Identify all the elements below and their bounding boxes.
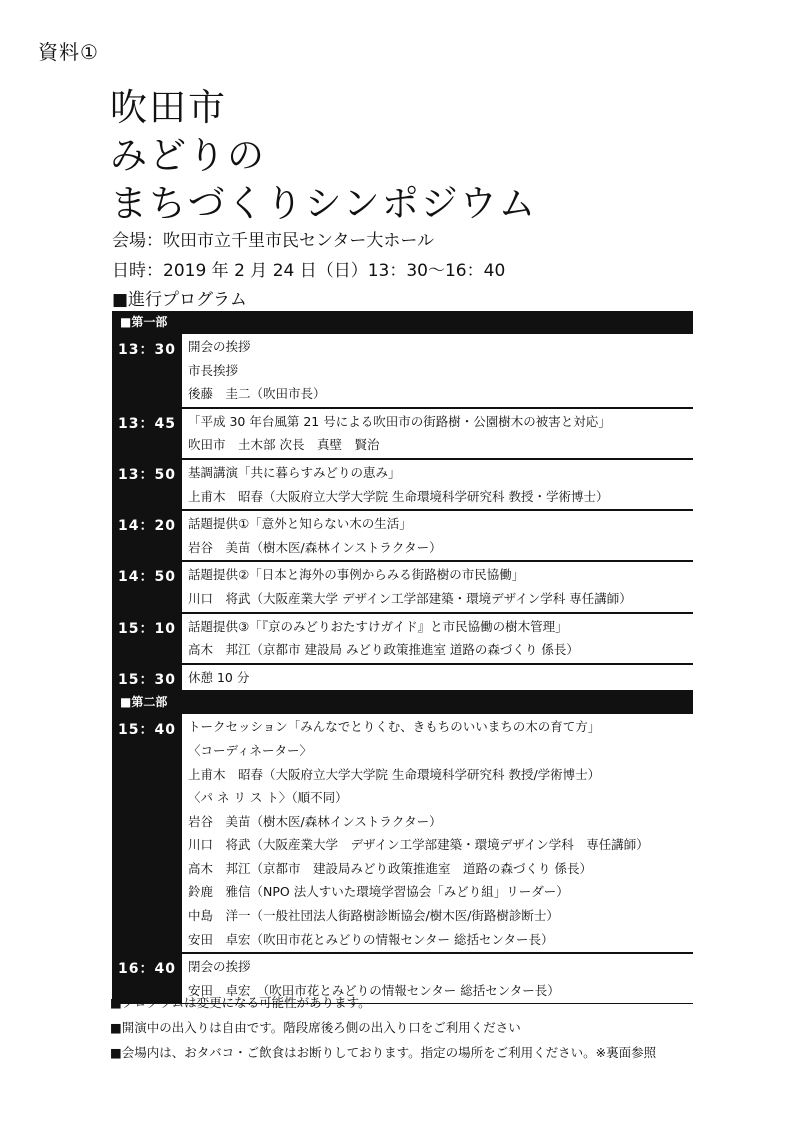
row-content	[182, 613, 693, 663]
row-line: 岩谷 美苗（樹木医/森林インストラクター）	[188, 813, 442, 829]
row-line: 「平成 30 年台風第 21 号による吹田市の街路樹・公園樹木の被害と対応」	[188, 413, 611, 429]
row-line: 鈴鹿 雅信（NPO 法人すいた環境学習協会「みどり組」リーダー）	[188, 884, 569, 900]
row-line: 〈コーディネーター〉	[188, 742, 313, 758]
program-row	[112, 714, 693, 953]
row-content	[182, 459, 693, 509]
row-time: 15：30	[118, 671, 176, 688]
row-time: 14：50	[118, 569, 176, 586]
program-row	[112, 561, 693, 612]
row-line: トークセッション「みんなでとりくむ、きもちのいいまちの木の育て方」	[188, 719, 601, 735]
row-time: 14：20	[118, 518, 176, 535]
title-line: まちづくりシンポジウム	[110, 182, 538, 225]
program-table	[112, 311, 693, 1004]
row-time: 15：10	[118, 620, 176, 637]
row-line: 安田 卓宏（吹田市花とみどりの情報センター 総括センター長）	[188, 931, 554, 947]
part-heading: ■第一部	[120, 315, 168, 329]
row-line: 高木 邦江（京都市 建設局みどり政策推進室 道路の森づくり 係長）	[188, 860, 592, 876]
row-content	[182, 714, 693, 952]
row-line: 話題提供②「日本と海外の事例からみる街路樹の市民協働」	[188, 567, 525, 583]
note-item: ■会場内は、おタバコ・ご飲食はお断りしております。指定の場所をご利用ください。※裏面参照	[110, 1045, 657, 1060]
notes	[110, 990, 656, 1065]
program-heading: ■進行プログラム	[112, 290, 247, 310]
venue-text: 会場：吹田市立千里市民センター大ホール	[112, 231, 434, 251]
row-content	[182, 561, 693, 611]
program-row	[112, 613, 693, 664]
row-line: 後藤 圭二（吹田市長）	[188, 386, 326, 402]
event-title	[110, 84, 537, 228]
row-line: 市長挨拶	[188, 362, 239, 378]
row-time: 13：30	[118, 342, 176, 358]
part-heading: ■第二部	[120, 695, 168, 710]
row-line: 話題提供③「『京のみどりおたすけガイド』と市民協働の樹木管理」	[188, 618, 568, 634]
row-line: 高木 邦江（京都市 建設局 みどり政策推進室 道路の森づくり 係長）	[188, 642, 579, 658]
program-row	[112, 334, 693, 408]
title-line: 吹田市	[110, 86, 227, 129]
row-time: 13：50	[118, 466, 176, 483]
document-label: 資料①	[38, 40, 99, 64]
row-line: 吹田市 土木部 次長 真壁 賢治	[188, 437, 380, 453]
row-line: 開会の挨拶	[188, 339, 251, 354]
row-line: 中島 洋一（一般社団法人街路樹診断協会/樹木医/街路樹診断士）	[188, 908, 559, 924]
row-line: 川口 将武（大阪産業大学 デザイン工学部建築・環境デザイン学科 専任講師）	[188, 837, 649, 853]
program-row	[112, 664, 693, 692]
row-line: 基調講演「共に暮らすみどりの恵み」	[188, 464, 401, 480]
row-line: 安田 卓宏 （吹田市花とみどりの情報センター 総括センター長）	[188, 982, 560, 998]
row-content	[182, 510, 693, 560]
row-content	[182, 664, 693, 691]
row-line: 休憩 10 分	[188, 669, 250, 685]
row-line: 閉会の挨拶	[188, 959, 251, 975]
row-time: 13：45	[118, 415, 176, 432]
row-line: 岩谷 美苗（樹木医/森林インストラクター）	[188, 539, 442, 555]
row-content	[182, 334, 693, 407]
row-line: 話題提供①「意外と知らない木の生活」	[188, 516, 412, 532]
row-line: 上甫木 昭春（大阪府立大学大学院 生命環境科学研究科 教授/学術博士）	[188, 766, 601, 782]
program-row	[112, 408, 693, 459]
row-time: 15：40	[118, 722, 176, 739]
note-item: ■開演中の出入りは自由です。階段席後ろ側の出入り口をご利用ください	[110, 1020, 521, 1035]
row-line: 上甫木 昭春（大阪府立大学大学院 生命環境科学研究科 教授・学術博士）	[188, 488, 609, 504]
row-time: 16：40	[118, 961, 176, 978]
row-line: 川口 将武（大阪産業大学 デザイン工学部建築・環境デザイン学科 専任講師）	[188, 590, 632, 606]
row-content	[182, 408, 693, 458]
program-row	[112, 510, 693, 561]
note-item: ■プログラムは変更になる可能性があります。	[110, 995, 371, 1010]
title-line: みどりの	[110, 134, 266, 177]
date-text: 日時：2019 年 2 月 24 日（日）13：30〜16：40	[112, 261, 506, 281]
row-line: 〈パ ネ リ ス ト〉（順不同）	[188, 790, 348, 806]
program-row	[112, 459, 693, 510]
